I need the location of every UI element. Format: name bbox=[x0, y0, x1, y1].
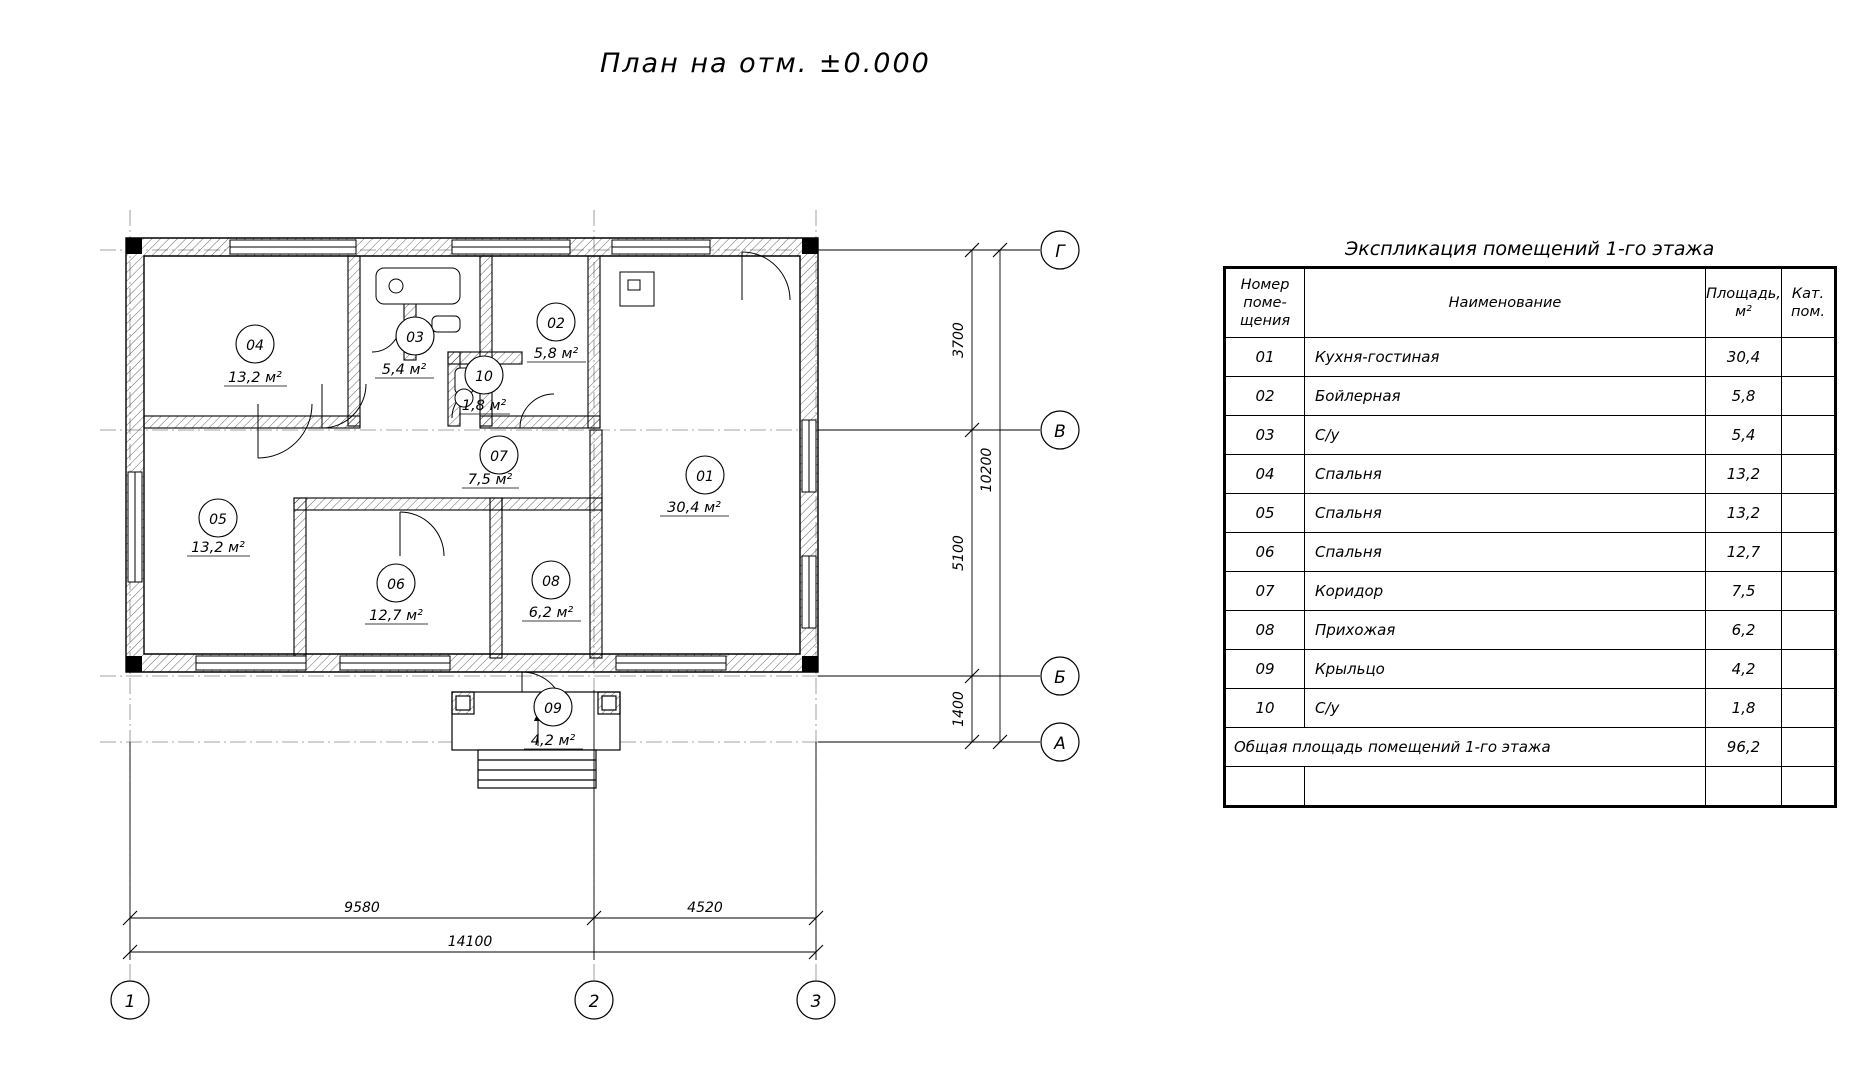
cell-number: 01 bbox=[1226, 338, 1305, 377]
room-number-07: 07 bbox=[490, 449, 508, 465]
header-category-line1: Кат. bbox=[1791, 285, 1825, 302]
cell-area: 13,2 bbox=[1706, 494, 1782, 533]
cell-number: 10 bbox=[1226, 689, 1305, 728]
room-area-05: 13,2 м² bbox=[191, 540, 245, 556]
cell-number: 06 bbox=[1226, 533, 1305, 572]
cell-name: С/у bbox=[1305, 689, 1706, 728]
empty-cell-category bbox=[1782, 767, 1835, 806]
cell-name: Кухня-гостиная bbox=[1305, 338, 1706, 377]
cell-category bbox=[1782, 689, 1835, 728]
table-row bbox=[1226, 533, 1835, 572]
total-label: Общая площадь помещений 1-го этажа bbox=[1226, 728, 1706, 767]
axis-label-2: 2 bbox=[588, 992, 600, 1012]
header-area-line1: Площадь, bbox=[1706, 285, 1781, 302]
table-title: Экспликация помещений 1-го этажа bbox=[1345, 238, 1715, 260]
table-row bbox=[1226, 572, 1835, 611]
dim-right-mid: 5100 bbox=[951, 535, 967, 571]
axis-label-v: В bbox=[1054, 422, 1066, 442]
room-area-10: 1,8 м² bbox=[461, 398, 507, 414]
room-number-03: 03 bbox=[406, 330, 424, 346]
cell-number: 02 bbox=[1226, 377, 1305, 416]
cell-category bbox=[1782, 611, 1835, 650]
cell-name: Спальня bbox=[1305, 455, 1706, 494]
cell-number: 07 bbox=[1226, 572, 1305, 611]
header-name: Наименование bbox=[1305, 269, 1706, 338]
room-area-04: 13,2 м² bbox=[228, 370, 282, 386]
cell-name: Коридор bbox=[1305, 572, 1706, 611]
room-area-08: 6,2 м² bbox=[528, 605, 574, 621]
room-area-03: 5,4 м² bbox=[381, 362, 427, 378]
total-category bbox=[1782, 728, 1835, 767]
cell-number: 08 bbox=[1226, 611, 1305, 650]
cell-name: Бойлерная bbox=[1305, 377, 1706, 416]
cell-category bbox=[1782, 455, 1835, 494]
table-header-row bbox=[1226, 269, 1835, 338]
cell-name: Прихожая bbox=[1305, 611, 1706, 650]
header-area-line2: м² bbox=[1735, 304, 1752, 320]
axis-label-b: Б bbox=[1054, 668, 1066, 688]
empty-cell-area bbox=[1706, 767, 1782, 806]
cell-category bbox=[1782, 377, 1835, 416]
header-category bbox=[1782, 269, 1835, 338]
header-number-line3: щения bbox=[1239, 313, 1291, 330]
cell-name: Спальня bbox=[1305, 533, 1706, 572]
axis-label-1: 1 bbox=[124, 992, 136, 1012]
table-row bbox=[1226, 455, 1835, 494]
table-total-row bbox=[1226, 728, 1835, 767]
cell-name: Спальня bbox=[1305, 494, 1706, 533]
cell-number: 09 bbox=[1226, 650, 1305, 689]
room-number-09: 09 bbox=[544, 701, 562, 717]
cell-number: 03 bbox=[1226, 416, 1305, 455]
cell-area: 7,5 bbox=[1706, 572, 1782, 611]
table-row bbox=[1226, 689, 1835, 728]
dim-bottom-total: 14100 bbox=[447, 934, 493, 950]
cell-area: 30,4 bbox=[1706, 338, 1782, 377]
room-number-06: 06 bbox=[387, 577, 405, 593]
cell-area: 1,8 bbox=[1706, 689, 1782, 728]
dim-right-top: 3700 bbox=[951, 322, 967, 358]
empty-cell-name bbox=[1305, 767, 1706, 806]
dim-right-bottom: 1400 bbox=[951, 691, 967, 727]
room-number-01: 01 bbox=[696, 469, 714, 485]
empty-cell-number bbox=[1226, 767, 1305, 806]
explication-table bbox=[1225, 268, 1835, 806]
cell-category bbox=[1782, 416, 1835, 455]
total-area: 96,2 bbox=[1706, 728, 1782, 767]
axis-label-g: Г bbox=[1055, 242, 1065, 262]
table-row bbox=[1226, 494, 1835, 533]
dim-bottom-left: 9580 bbox=[344, 900, 380, 916]
cell-area: 6,2 bbox=[1706, 611, 1782, 650]
cell-area: 4,2 bbox=[1706, 650, 1782, 689]
header-category-line2: пом. bbox=[1791, 304, 1825, 320]
table-row bbox=[1226, 416, 1835, 455]
header-number-line2: поме- bbox=[1243, 294, 1287, 311]
room-area-09: 4,2 м² bbox=[530, 733, 576, 749]
dim-bottom-right: 4520 bbox=[687, 900, 723, 916]
cell-name: Крыльцо bbox=[1305, 650, 1706, 689]
cell-area: 5,8 bbox=[1706, 377, 1782, 416]
axis-label-a: А bbox=[1054, 734, 1066, 754]
header-area bbox=[1706, 269, 1782, 338]
cell-number: 05 bbox=[1226, 494, 1305, 533]
axis-label-3: 3 bbox=[810, 992, 822, 1012]
dim-right-total: 10200 bbox=[979, 447, 995, 493]
cell-name: С/у bbox=[1305, 416, 1706, 455]
header-number-line1: Номер bbox=[1240, 276, 1290, 293]
table-row bbox=[1226, 338, 1835, 377]
table-row bbox=[1226, 611, 1835, 650]
room-number-08: 08 bbox=[542, 574, 560, 590]
cell-area: 12,7 bbox=[1706, 533, 1782, 572]
cell-number: 04 bbox=[1226, 455, 1305, 494]
room-area-02: 5,8 м² bbox=[533, 346, 579, 362]
table-empty-row bbox=[1226, 767, 1835, 806]
room-area-01: 30,4 м² bbox=[667, 500, 721, 516]
cell-category bbox=[1782, 338, 1835, 377]
cell-category bbox=[1782, 650, 1835, 689]
cell-area: 13,2 bbox=[1706, 455, 1782, 494]
room-area-07: 7,5 м² bbox=[467, 472, 513, 488]
page-title: План на отм. ±0.000 bbox=[600, 48, 931, 79]
room-number-02: 02 bbox=[547, 316, 565, 332]
table-row bbox=[1226, 650, 1835, 689]
room-number-04: 04 bbox=[246, 338, 264, 354]
table-row bbox=[1226, 377, 1835, 416]
room-area-06: 12,7 м² bbox=[369, 608, 423, 624]
cell-area: 5,4 bbox=[1706, 416, 1782, 455]
room-number-05: 05 bbox=[209, 512, 227, 528]
header-number bbox=[1226, 269, 1305, 338]
room-number-10: 10 bbox=[475, 369, 493, 385]
cell-category bbox=[1782, 533, 1835, 572]
cell-category bbox=[1782, 494, 1835, 533]
cell-category bbox=[1782, 572, 1835, 611]
